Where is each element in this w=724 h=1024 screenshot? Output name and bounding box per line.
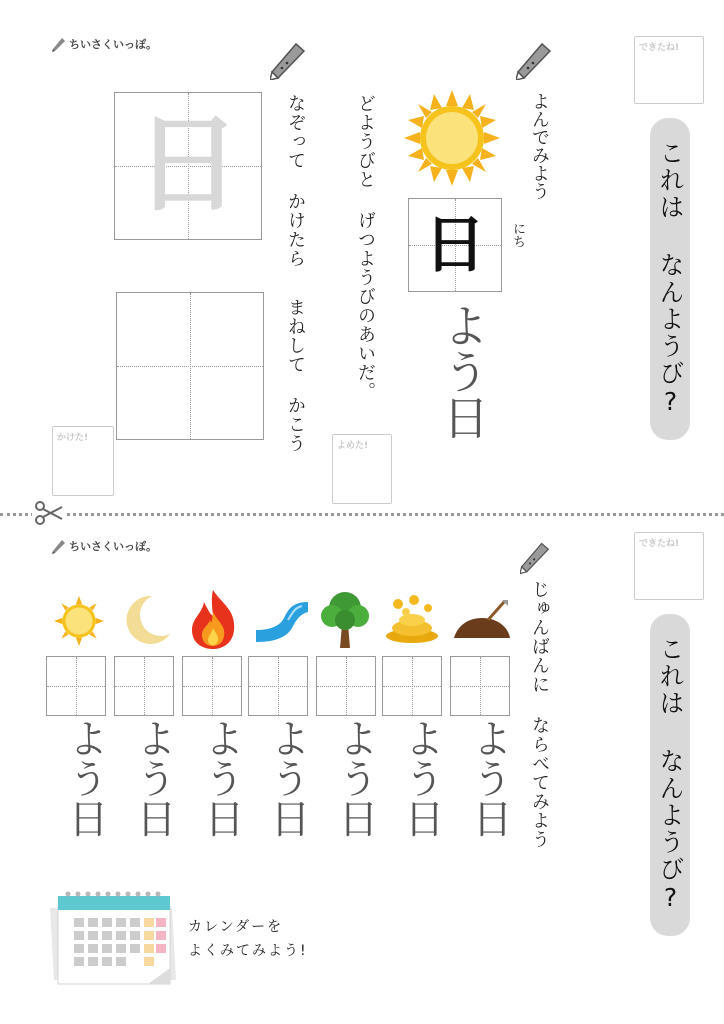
trace-kanji: 日 bbox=[135, 103, 241, 226]
answer-box-1[interactable] bbox=[46, 656, 106, 716]
youbi-suffix-1: よう日 bbox=[62, 718, 108, 838]
order-instruction: じゅんばんに ならべてみよう bbox=[529, 580, 550, 849]
soil-icon bbox=[452, 598, 512, 644]
scissors-icon bbox=[32, 500, 66, 530]
answer-box-5[interactable] bbox=[316, 656, 376, 716]
answer-box-7[interactable] bbox=[450, 656, 510, 716]
trace-instruction-2: まねして かこう bbox=[285, 298, 306, 453]
answer-box-6[interactable] bbox=[382, 656, 442, 716]
kanji-box bbox=[408, 198, 502, 292]
brand-logo bbox=[52, 36, 157, 52]
furigana: にち bbox=[510, 222, 525, 248]
calendar-note-2: よくみてみよう! bbox=[188, 943, 308, 959]
pencil-icon bbox=[520, 538, 550, 578]
fire-icon bbox=[188, 588, 238, 654]
youbi-suffix-5: よう日 bbox=[332, 718, 378, 838]
pencil-icon bbox=[516, 38, 552, 84]
page-title: これは なんようび? bbox=[656, 140, 685, 418]
pencil-icon bbox=[270, 38, 306, 84]
pencil-icon bbox=[52, 36, 66, 52]
written-stamp: かけた! bbox=[52, 426, 114, 496]
done-stamp: できたね! bbox=[634, 532, 704, 600]
pencil-icon bbox=[52, 538, 66, 554]
youbi-suffix-7: よう日 bbox=[466, 718, 512, 838]
description: どようびと げつようびのあいだ。 bbox=[355, 94, 376, 401]
brand-logo bbox=[52, 538, 157, 554]
sun-icon bbox=[54, 596, 104, 650]
moon-icon bbox=[124, 594, 172, 648]
section-title: これは なんようび? bbox=[656, 636, 685, 914]
water-icon bbox=[254, 600, 310, 648]
gold-icon bbox=[384, 592, 440, 648]
tree-icon bbox=[318, 588, 372, 654]
title-pill bbox=[650, 614, 690, 936]
brand-text: ちいさくいっぽ。 bbox=[69, 38, 157, 51]
youbi-suffix-3: よう日 bbox=[198, 718, 244, 838]
trace-instruction-1: なぞって かけたら bbox=[285, 94, 306, 268]
read-stamp: よめた! bbox=[332, 434, 392, 504]
youbi-suffix-4: よう日 bbox=[264, 718, 310, 838]
trace-box bbox=[114, 92, 262, 240]
kanji-text: 日 bbox=[423, 208, 486, 281]
write-box[interactable] bbox=[116, 292, 264, 440]
reading-suffix: よう日 bbox=[436, 302, 490, 440]
answer-box-2[interactable] bbox=[114, 656, 174, 716]
calendar-icon bbox=[48, 884, 178, 992]
calendar-note-1: カレンダーを bbox=[188, 919, 284, 935]
sun-icon bbox=[404, 90, 500, 190]
cut-line bbox=[0, 513, 724, 516]
done-stamp: できたね! bbox=[634, 36, 704, 104]
youbi-suffix-6: よう日 bbox=[398, 718, 444, 838]
youbi-suffix-2: よう日 bbox=[130, 718, 176, 838]
answer-box-3[interactable] bbox=[182, 656, 242, 716]
brand-text: ちいさくいっぽ。 bbox=[69, 540, 157, 553]
title-pill bbox=[650, 118, 690, 440]
read-instruction: よんでみよう bbox=[529, 92, 550, 200]
answer-box-4[interactable] bbox=[248, 656, 308, 716]
